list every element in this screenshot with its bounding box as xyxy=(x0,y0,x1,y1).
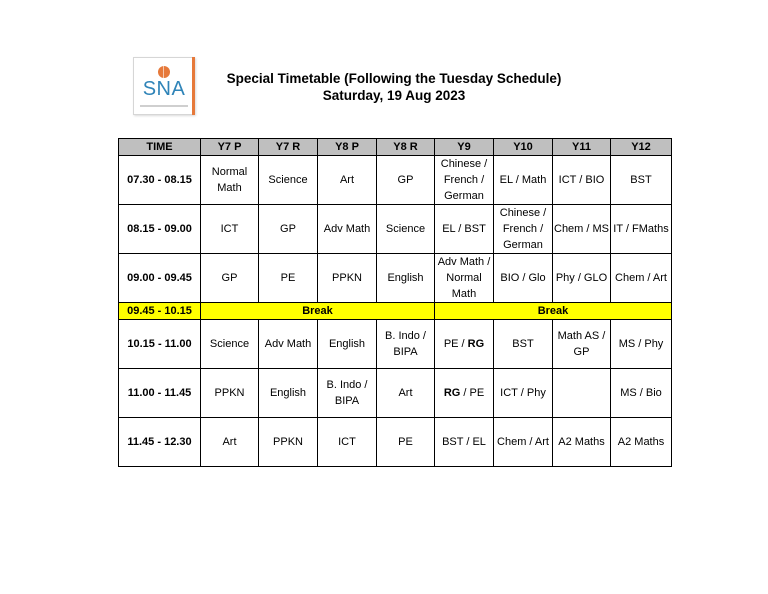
time-cell: 10.15 - 11.00 xyxy=(119,320,201,369)
cell-y9-highlight: RG xyxy=(467,338,485,350)
cell-y8p: English xyxy=(318,320,377,369)
cell-y7r: PE xyxy=(259,254,318,303)
time-cell: 07.30 - 08.15 xyxy=(119,156,201,205)
header-y8p: Y8 P xyxy=(318,139,377,156)
cell-y7p: ICT xyxy=(201,205,259,254)
cell-y8p: B. Indo / BIPA xyxy=(318,369,377,418)
cell-y8r: Science xyxy=(377,205,435,254)
cell-y7p: Science xyxy=(201,320,259,369)
cell-y9: Chinese / French / German xyxy=(435,156,494,205)
logo-text: SNA xyxy=(142,78,186,100)
cell-y11: Math AS / GP xyxy=(553,320,611,369)
cell-y7r: Adv Math xyxy=(259,320,318,369)
cell-y8p: Adv Math xyxy=(318,205,377,254)
cell-y8r: GP xyxy=(377,156,435,205)
cell-y9 xyxy=(435,320,494,369)
cell-y7p: Normal Math xyxy=(201,156,259,205)
time-cell: 08.15 - 09.00 xyxy=(119,205,201,254)
break-time-cell: 09.45 - 10.15 xyxy=(119,303,201,320)
header-y7r: Y7 R xyxy=(259,139,318,156)
cell-y7p: Art xyxy=(201,418,259,467)
table-row xyxy=(119,320,672,369)
cell-y12: Chem / Art xyxy=(611,254,672,303)
cell-y9-highlight: RG xyxy=(443,387,461,399)
cell-y7r: Science xyxy=(259,156,318,205)
cell-y9: BST / EL xyxy=(435,418,494,467)
cell-y8r: Art xyxy=(377,369,435,418)
header-y9: Y9 xyxy=(435,139,494,156)
page-date: Saturday, 19 Aug 2023 xyxy=(322,88,466,103)
cell-y11: Phy / GLO xyxy=(553,254,611,303)
header-y12: Y12 xyxy=(611,139,672,156)
cell-y12: A2 Maths xyxy=(611,418,672,467)
cell-y11: ICT / BIO xyxy=(553,156,611,205)
time-cell: 11.00 - 11.45 xyxy=(119,369,201,418)
cell-y9 xyxy=(435,369,494,418)
cell-y10: Chem / Art xyxy=(494,418,553,467)
cell-y10: BIO / Glo xyxy=(494,254,553,303)
table-row xyxy=(119,156,672,205)
cell-y8p: Art xyxy=(318,156,377,205)
cell-y10: ICT / Phy xyxy=(494,369,553,418)
cell-y8p: PPKN xyxy=(318,254,377,303)
cell-y9: EL / BST xyxy=(435,205,494,254)
cell-y7r: GP xyxy=(259,205,318,254)
break-label-upper: Break xyxy=(435,303,672,320)
header-row xyxy=(119,139,672,156)
break-label-lower: Break xyxy=(201,303,435,320)
table-row xyxy=(119,369,672,418)
cell-y12: MS / Phy xyxy=(611,320,672,369)
cell-y11: A2 Maths xyxy=(553,418,611,467)
header-y8r: Y8 R xyxy=(377,139,435,156)
cell-y7p: GP xyxy=(201,254,259,303)
cell-y8r: PE xyxy=(377,418,435,467)
table-row xyxy=(119,418,672,467)
cell-y9: Adv Math / Normal Math xyxy=(435,254,494,303)
cell-y11: Chem / MS xyxy=(553,205,611,254)
cell-y10: BST xyxy=(494,320,553,369)
cell-y9-part: PE / xyxy=(443,338,468,350)
cell-y8r: B. Indo / BIPA xyxy=(377,320,435,369)
cell-y7r: PPKN xyxy=(259,418,318,467)
header-y10: Y10 xyxy=(494,139,553,156)
cell-y12: BST xyxy=(611,156,672,205)
school-logo xyxy=(133,57,195,115)
cell-y7p: PPKN xyxy=(201,369,259,418)
cell-y8r: English xyxy=(377,254,435,303)
timetable xyxy=(118,138,672,467)
table-row xyxy=(119,254,672,303)
cell-y12: MS / Bio xyxy=(611,369,672,418)
header-y7p: Y7 P xyxy=(201,139,259,156)
time-cell: 11.45 - 12.30 xyxy=(119,418,201,467)
page-title: Special Timetable (Following the Tuesday Schedule) xyxy=(226,71,562,86)
cell-y11 xyxy=(553,369,611,418)
cell-y8p: ICT xyxy=(318,418,377,467)
cell-y10: EL / Math xyxy=(494,156,553,205)
time-cell: 09.00 - 09.45 xyxy=(119,254,201,303)
table-row xyxy=(119,205,672,254)
logo-tagline xyxy=(140,105,188,107)
header-time: TIME xyxy=(119,139,201,156)
header-y11: Y11 xyxy=(553,139,611,156)
cell-y10: Chinese / French / German xyxy=(494,205,553,254)
break-row xyxy=(119,303,672,320)
cell-y12: IT / FMaths xyxy=(611,205,672,254)
cell-y7r: English xyxy=(259,369,318,418)
basketball-icon xyxy=(158,66,170,78)
cell-y9-part: / PE xyxy=(460,387,485,399)
